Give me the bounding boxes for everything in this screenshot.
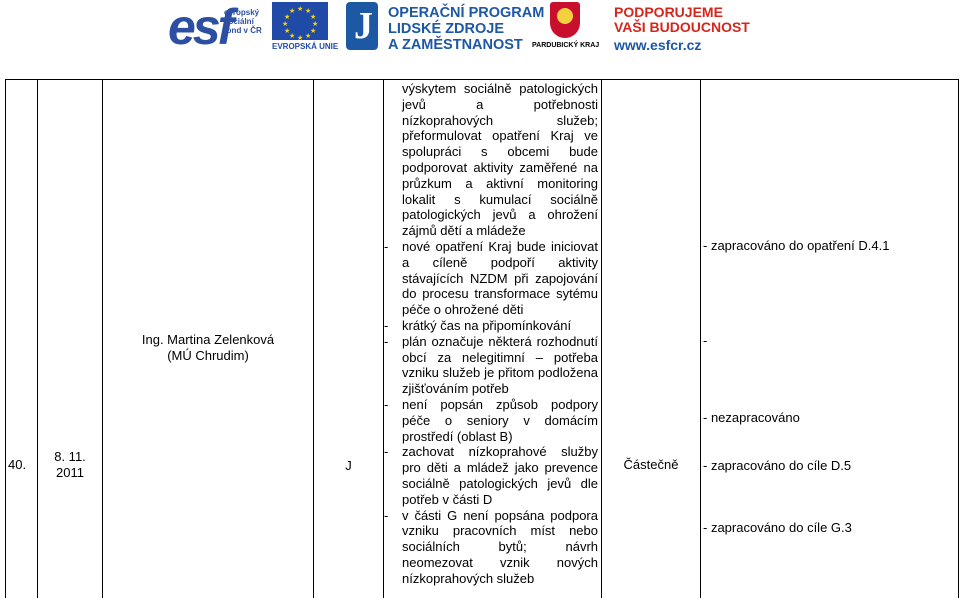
description-item: - není popsán způsob podpory péče o seniory v domácím prostředí (oblast B) (384, 397, 598, 444)
table-column-border (37, 79, 38, 598)
evaluation-item: - zapracováno do cíle D.5 (703, 458, 852, 473)
table-column-border (5, 79, 6, 598)
slogan-text (614, 5, 750, 35)
description-item: - plán označuje některá rozhodnutí obcí za nelegitimní – potřeba vzniku služeb je přitom podložena zjišťováním potřeb (384, 334, 598, 397)
header-logos (0, 0, 960, 56)
coat-of-arms-icon (550, 2, 580, 38)
eu-flag-icon: ★ ★ ★ ★ ★ ★ ★ ★ ★ ★ ★ ★ (272, 2, 328, 40)
table-column-border (313, 79, 314, 598)
description-item: - nové opatření Kraj bude iniciovat a cíleně podpoří aktivity stávajících NZDM při zapojování do procesu transformace sytému péče o ohrožené děti (384, 239, 598, 318)
slogan-line: VAŠI BUDOUCNOST (614, 19, 750, 35)
evaluation-item: - nezapracováno (703, 410, 800, 425)
description-item: - krátký čas na připomínkování (384, 318, 598, 334)
description-item: - zachovat nízkoprahové služby pro děti a mládež jako prevence sociálně patologických jevů dle potřeb v části D (384, 444, 598, 507)
eu-logo-text: EVROPSKÁ UNIE (272, 42, 339, 51)
oplzz-logo (346, 2, 545, 54)
table-column-border (102, 79, 103, 598)
table-top-border (5, 79, 958, 80)
esf-logo-mark: esf (168, 0, 232, 55)
esf-logo-text (224, 8, 262, 35)
row-date-line: 8. 11. (54, 449, 86, 464)
evaluation-item: - zapracováno do cíle G.3 (703, 520, 852, 535)
oplzz-logo-text (388, 5, 544, 53)
esf-logo-line: evropský (224, 8, 260, 17)
row-number: 40. (8, 457, 27, 472)
oplzz-line: LIDSKÉ ZDROJE (388, 21, 505, 37)
eu-logo (272, 2, 339, 52)
oplzz-j-icon: J (346, 2, 378, 50)
row-date-line: 2011 (56, 464, 84, 480)
oplzz-line: OPERAČNÍ PROGRAM (388, 5, 545, 21)
esf-logo (168, 0, 268, 55)
slogan-logo (614, 2, 750, 54)
row-status: Částečně (623, 457, 679, 472)
row-author (104, 332, 312, 364)
evaluation-item: - (703, 333, 708, 348)
slogan-url: www.esfcr.cz (614, 37, 702, 53)
kraj-logo-text: PARDUBICKÝ KRAJ (532, 42, 600, 49)
description-intro: výskytem sociálně patologických jevů a potřebnosti nízkoprahových služeb; přeformulovat opatření Kraj ve spolupráci s obcemi bude podporovat aktivity zaměřené na průzkum a aktivní monitoring lokalit s kumulací sociálně patologických jevů a ohrožení zájmů dětí a mládeže (402, 81, 598, 239)
slogan-line: PODPORUJEME (614, 4, 723, 20)
oplzz-line: A ZAMĚSTNANOST (388, 37, 523, 53)
esf-logo-line: fond v ČR (224, 26, 262, 35)
row-author-name: Ing. Martina Zelenková (141, 332, 275, 347)
pardubicky-kraj-logo (532, 2, 598, 54)
table-column-border (958, 79, 959, 598)
esf-logo-line: sociální (224, 17, 254, 26)
row-part: J (345, 458, 352, 473)
table-column-border (601, 79, 602, 598)
comments-table (0, 79, 960, 598)
description-item: - v části G není popsána podpora vzniku pracovních míst nebo sociálních bytů; návrh neomezovat vznik nových nízkoprahových služeb (384, 508, 598, 587)
row-date (40, 449, 100, 481)
table-column-border (700, 79, 701, 598)
row-author-office: (MÚ Chrudim) (167, 347, 249, 363)
evaluation-item: - zapracováno do opatření D.4.1 (703, 238, 890, 253)
row-description (384, 81, 598, 587)
